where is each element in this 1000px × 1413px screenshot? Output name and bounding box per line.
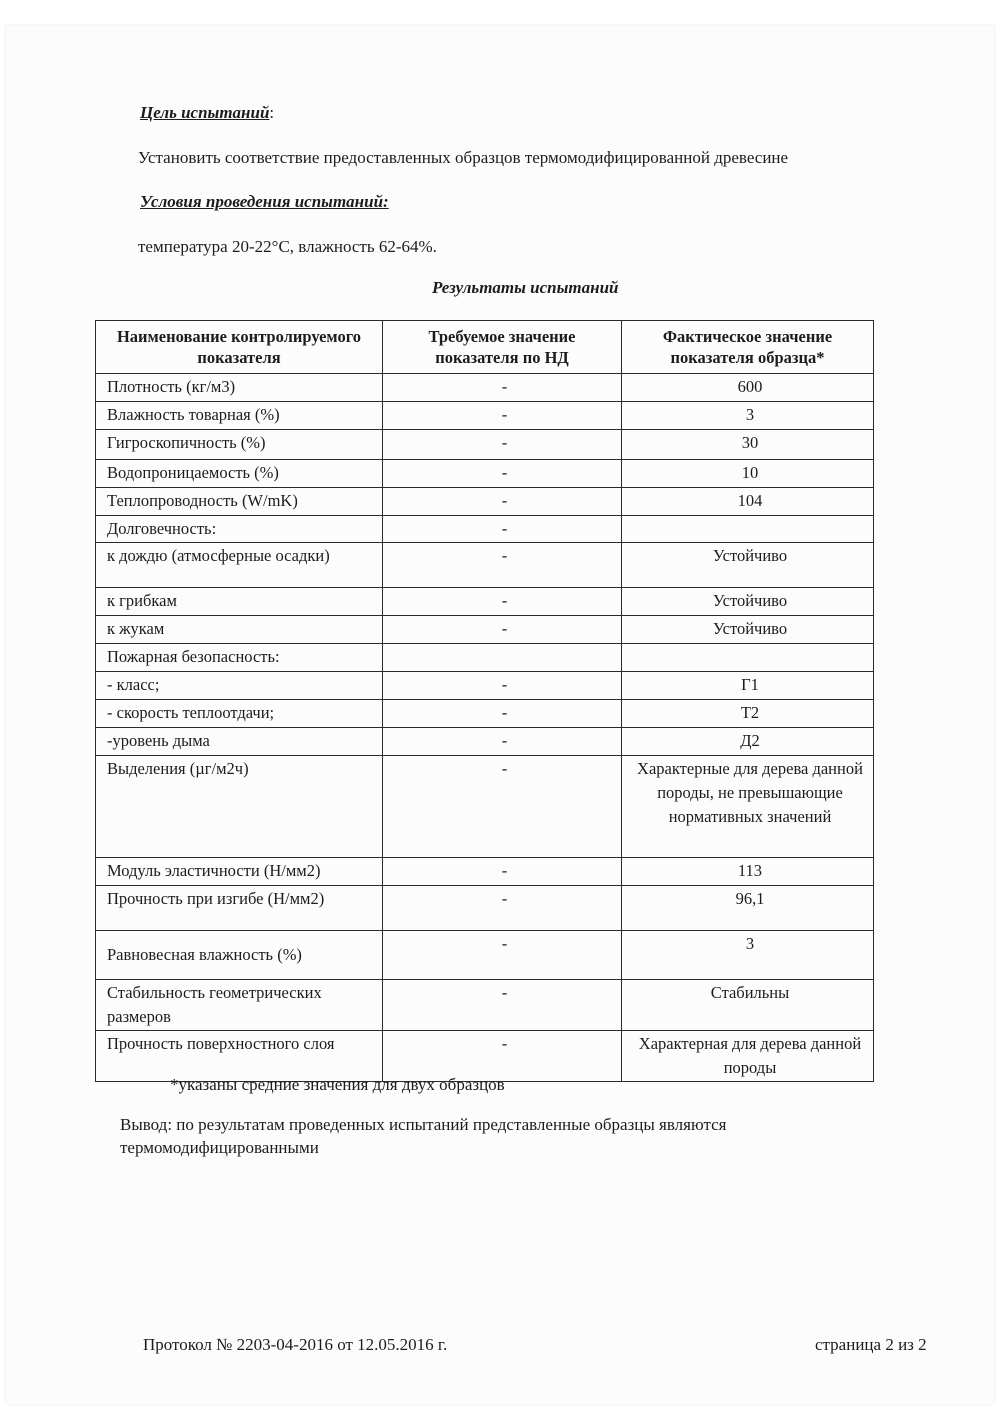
conditions-text: температура 20-22°С, влажность 62-64%. [138,237,437,256]
purpose-heading: Цель испытаний [140,103,270,122]
table-row [96,543,874,588]
results-caption: Результаты испытаний [432,278,619,297]
table-row [96,488,874,516]
row-actual: 30 [622,430,874,460]
row-required: - [383,402,622,430]
row-required: - [383,1031,622,1082]
row-name: -уровень дыма [96,728,383,756]
row-name: Стабильность геометрических размеров [96,980,383,1031]
row-required: - [383,728,622,756]
row-required: - [383,460,622,488]
row-actual: Устойчиво [622,616,874,644]
row-name: Прочность при изгибе (Н/мм2) [96,886,383,931]
row-required: - [383,430,622,460]
row-name: Прочность поверхностного слоя [96,1031,383,1082]
table-row [96,1031,874,1082]
row-actual: 3 [622,402,874,430]
conditions-heading: Условия проведения испытаний: [140,192,389,211]
table-row [96,728,874,756]
row-actual: 96,1 [622,886,874,931]
row-actual: 3 [622,931,874,980]
row-actual [622,516,874,543]
row-actual: 104 [622,488,874,516]
row-name: Модуль эластичности (Н/мм2) [96,858,383,886]
row-required: - [383,886,622,931]
row-name: - класс; [96,672,383,700]
table-row [96,616,874,644]
purpose-heading-line [140,103,274,123]
table-row [96,886,874,931]
table-row [96,644,874,672]
table-header-row [96,321,874,374]
row-name: Долговечность: [96,516,383,543]
row-required: - [383,700,622,728]
table-row [96,430,874,460]
row-name: Равновесная влажность (%) [96,931,383,980]
row-required: - [383,374,622,402]
row-required: - [383,980,622,1031]
row-name: - скорость теплоотдачи; [96,700,383,728]
row-required [383,644,622,672]
row-actual: Стабильны [622,980,874,1031]
row-required: - [383,858,622,886]
row-required: - [383,543,622,588]
row-actual: 113 [622,858,874,886]
table-row [96,672,874,700]
row-name: Выделения (µг/м2ч) [96,756,383,858]
row-required: - [383,672,622,700]
table-row [96,374,874,402]
row-required: - [383,588,622,616]
header-actual: Фактическое значение показателя образца* [622,321,874,374]
row-name: Пожарная безопасность: [96,644,383,672]
row-actual: Т2 [622,700,874,728]
row-actual: Устойчиво [622,588,874,616]
header-required: Требуемое значение показателя по НД [383,321,622,374]
row-name: Теплопроводность (W/mK) [96,488,383,516]
table-row [96,588,874,616]
header-indicator: Наименование контролируемого показателя [96,321,383,374]
page-number: страница 2 из 2 [815,1335,927,1354]
row-required: - [383,488,622,516]
protocol-number: Протокол № 2203-04-2016 от 12.05.2016 г. [143,1335,448,1354]
row-actual: Устойчиво [622,543,874,588]
row-actual: 600 [622,374,874,402]
row-required: - [383,756,622,858]
row-required: - [383,616,622,644]
table-row [96,700,874,728]
table-row [96,460,874,488]
table-row [96,931,874,980]
footnote: *указаны средние значения для двух образцов [170,1075,505,1094]
table-row [96,858,874,886]
purpose-text: Установить соответствие предоставленных образцов термомодифицированной древесине [138,148,789,167]
row-actual [622,644,874,672]
row-required: - [383,931,622,980]
table-row [96,516,874,543]
row-actual: Г1 [622,672,874,700]
row-required: - [383,516,622,543]
purpose-colon: : [269,103,275,122]
row-name: к жукам [96,616,383,644]
conclusion-text: Вывод: по результатам проведенных испытаний представленные образцы являются термомодифицированными [120,1115,727,1157]
row-actual: Характерные для дерева данной породы, не превышающие нормативных значений [622,756,874,858]
row-name: Плотность (кг/м3) [96,374,383,402]
row-name: Водопроницаемость (%) [96,460,383,488]
row-actual: Характерная для дерева данной породы [622,1031,874,1082]
row-name: Влажность товарная (%) [96,402,383,430]
row-actual: Д2 [622,728,874,756]
row-name: к грибкам [96,588,383,616]
row-name: Гигроскопичность (%) [96,430,383,460]
row-actual: 10 [622,460,874,488]
results-table [95,320,874,1082]
table-row [96,980,874,1031]
table-row [96,402,874,430]
table-row [96,756,874,858]
row-name: к дождю (атмосферные осадки) [96,543,383,588]
